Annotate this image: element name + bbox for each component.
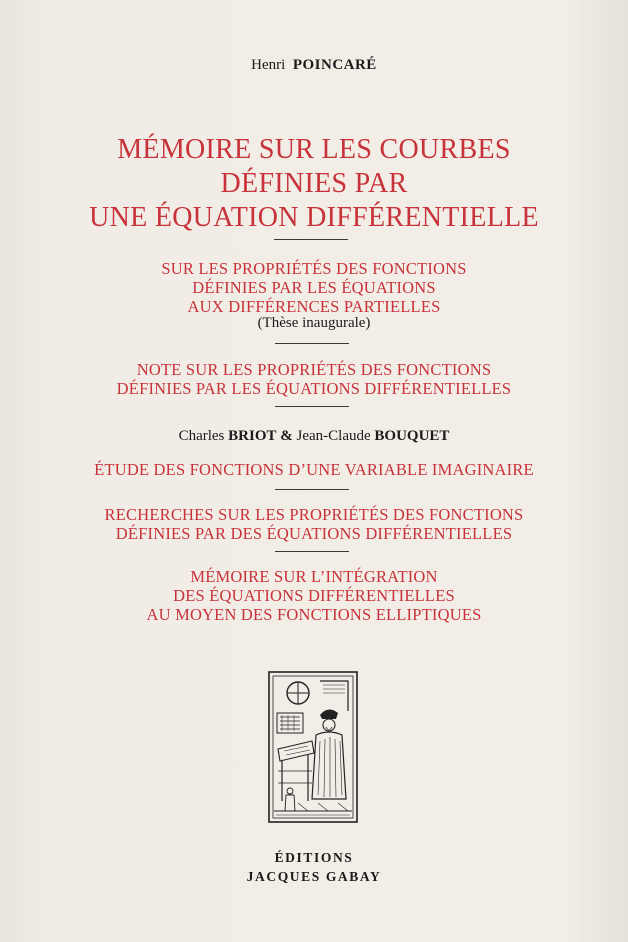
author-first-name: Henri	[251, 57, 286, 73]
main-title-line-1: MÉMOIRE SUR LES COURBES	[117, 134, 511, 165]
work-5-line-3: AU MOYEN DES FONCTIONS ELLIPTIQUES	[146, 605, 482, 624]
author-line	[0, 57, 628, 74]
publisher-line-2: JACQUES GABAY	[246, 869, 382, 884]
work-2-line-2: DÉFINIES PAR LES ÉQUATIONS DIFFÉRENTIELLES	[116, 379, 512, 398]
author-2-last-name: BRIOT	[228, 428, 277, 444]
divider-5	[275, 551, 349, 552]
work-1-line-2: DÉFINIES PAR LES ÉQUATIONS	[192, 278, 436, 297]
publisher-block	[0, 848, 628, 886]
main-title-line-2: DÉFINIES PAR	[220, 168, 408, 199]
work-1-line-1: SUR LES PROPRIÉTÉS DES FONCTIONS	[161, 259, 467, 278]
author-last-name: POINCARÉ	[292, 57, 377, 73]
work-4-line-2: DÉFINIES PAR DES ÉQUATIONS DIFFÉRENTIELLES	[115, 524, 513, 543]
work-5-line-2: DES ÉQUATIONS DIFFÉRENTIELLES	[173, 586, 455, 605]
work-2-title	[0, 360, 628, 398]
main-title-line-3: UNE ÉQUATION DIFFÉRENTIELLE	[89, 202, 539, 233]
author-3-last-name: BOUQUET	[374, 428, 450, 444]
work-3-line-1: ÉTUDE DES FONCTIONS D’UNE VARIABLE IMAGINAIRE	[94, 460, 534, 479]
publisher-line-1: ÉDITIONS	[274, 850, 354, 865]
author-3-first-name: Jean-Claude	[296, 428, 371, 444]
work-5-line-1: MÉMOIRE SUR L’INTÉGRATION	[190, 567, 438, 586]
work-2-line-1: NOTE SUR LES PROPRIÉTÉS DES FONCTIONS	[136, 360, 492, 379]
divider-1	[274, 239, 348, 240]
work-4-line-1: RECHERCHES SUR LES PROPRIÉTÉS DES FONCTIONS	[104, 505, 524, 524]
work-1-line-3: AUX DIFFÉRENCES PARTIELLES	[187, 297, 441, 316]
main-title	[0, 133, 628, 235]
divider-3	[275, 406, 349, 407]
work-5-title	[0, 567, 628, 624]
author-2-first-name: Charles	[178, 428, 225, 444]
divider-2	[275, 343, 349, 344]
work-4-title	[0, 505, 628, 543]
work-1-title	[0, 259, 628, 316]
work-1-note: (Thèse inaugurale)	[257, 315, 371, 331]
second-authors-line	[0, 428, 628, 445]
divider-4	[275, 489, 349, 490]
woodcut-scholar-illustration	[268, 671, 358, 823]
authors-conjunction: &	[280, 428, 293, 444]
work-3-title	[0, 460, 628, 479]
